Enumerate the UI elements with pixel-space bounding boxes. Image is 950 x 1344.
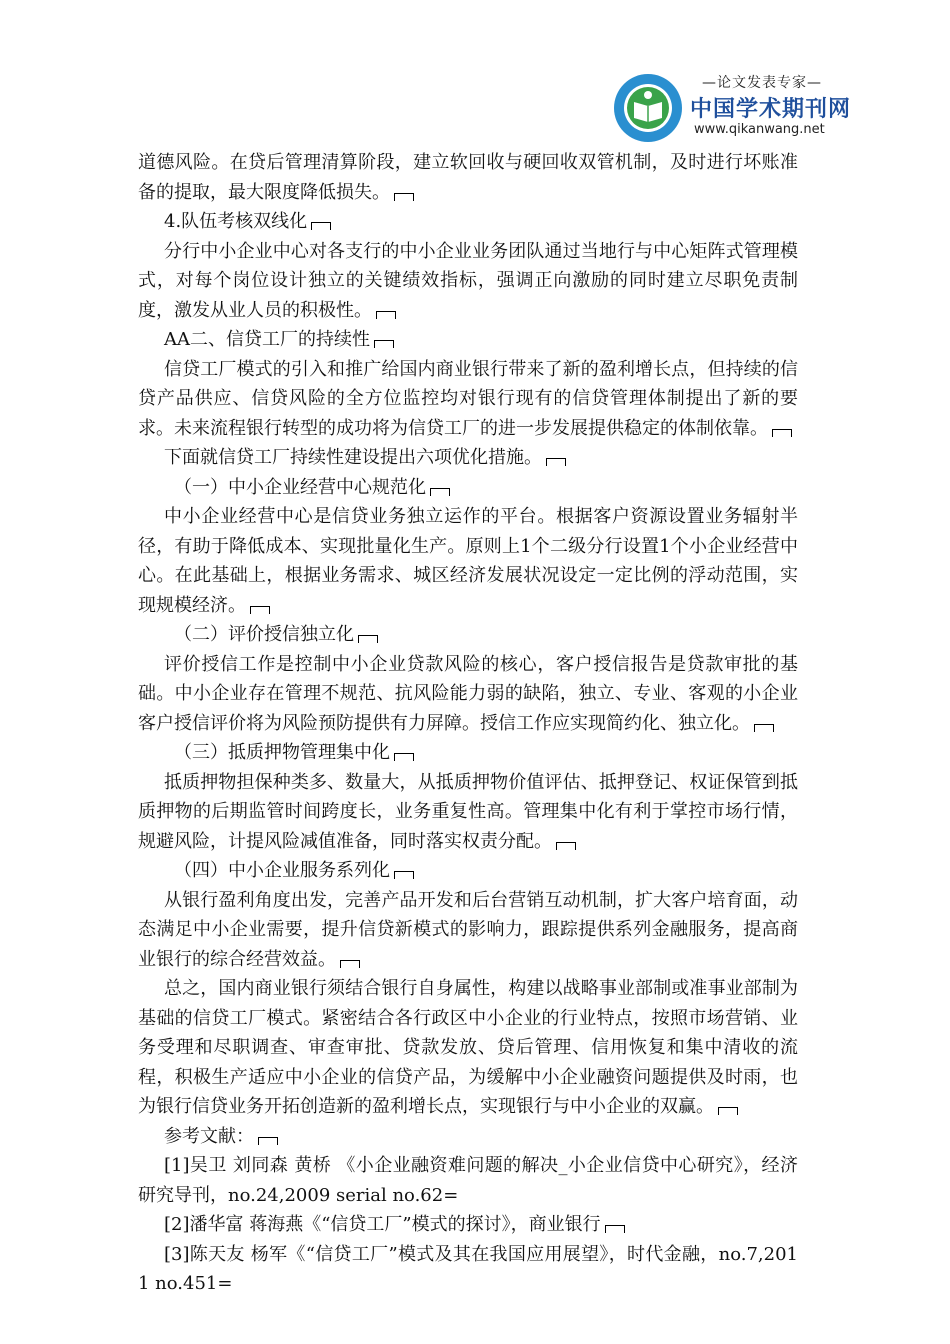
body-paragraph xyxy=(138,355,798,444)
reference-item xyxy=(138,1240,798,1299)
logo-url: www.qikanwang.net xyxy=(694,122,825,137)
paragraph-text: （二）评价授信独立化 xyxy=(174,624,354,645)
paragraph-mark-icon xyxy=(605,1225,625,1233)
paragraph-mark-icon xyxy=(374,340,394,348)
paragraph-text: （一）中小企业经营中心规范化 xyxy=(174,476,426,498)
paragraph-mark-icon xyxy=(258,1137,278,1145)
body-paragraph xyxy=(138,148,798,207)
paragraph-mark-icon xyxy=(546,458,566,466)
paragraph-text: 信贷工厂模式的引入和推广给国内商业银行带来了新的盈利增长点，但持续的信贷产品供应、信贷风险的全方位监控均对银行现有的信贷管理体制提出了新的要求。未来流程银行转型的成功将为信贷工厂的进一步发展提供稳定的体制依靠。 xyxy=(138,358,798,439)
section-heading xyxy=(138,473,798,503)
section-heading xyxy=(138,620,798,650)
paragraph-mark-icon xyxy=(556,842,576,850)
paragraph-text: 参考文献： xyxy=(164,1125,254,1147)
body-paragraph xyxy=(138,974,798,1122)
paragraph-text: 总之，国内商业银行须结合银行自身属性，构建以战略事业部制或准事业部制为基础的信贷工厂模式。紧密结合各行政区中小企业的行业特点，按照市场营销、业务受理和尽职调查、审查审批、贷款发放、贷后管理、信用恢复和集中清收的流程，积极生产适应中小企业的信贷产品，为缓解中小企业融资问题提供及时雨，也为银行信贷业务开拓创造新的盈利增长点，实现银行与中小企业的双赢。 xyxy=(138,978,798,1117)
paragraph-mark-icon xyxy=(311,222,331,230)
paragraph-text: 抵质押物担保种类多、数量大，从抵质押物价值评估、抵押登记、权证保管到抵质押物的后期监管时间跨度长，业务重复性高。管理集中化有利于掌控市场行情，规避风险，计提风险减值准备，同时落实权责分配。 xyxy=(138,771,798,852)
paragraph-mark-icon xyxy=(772,429,792,437)
site-logo xyxy=(612,70,852,150)
paragraph-text: AA二、信贷工厂的持续性 xyxy=(164,329,370,350)
paragraph-text: 中小企业经营中心是信贷业务独立运作的平台。根据客户资源设置业务辐射半径，有助于降低成本、实现批量化生产。原则上1个二级分行设置1个小企业经营中心。在此基础上，根据业务需求、城区经济发展状况设定一定比例的浮动范围，实现规模经济。 xyxy=(138,506,798,616)
body-paragraph xyxy=(138,886,798,975)
paragraph-text: 从银行盈利角度出发，完善产品开发和后台营销互动机制，扩大客户培育面，动态满足中小企业需要，提升信贷新模式的影响力，跟踪提供系列金融服务，提高商业银行的综合经营效益。 xyxy=(138,889,798,970)
paragraph-mark-icon xyxy=(340,960,360,968)
section-heading xyxy=(138,207,798,237)
paragraph-mark-icon xyxy=(394,753,414,761)
body-paragraph xyxy=(138,502,798,620)
reference-item xyxy=(138,1151,798,1210)
reference-item xyxy=(138,1210,798,1240)
section-heading xyxy=(138,856,798,886)
paragraph-text: 4.队伍考核双线化 xyxy=(164,211,308,232)
section-heading xyxy=(138,738,798,768)
paragraph-text: [1]吴卫 刘同森 黄桥 《小企业融资难问题的解决_小企业信贷中心研究》，经济研究导刊，no.24,2009 serial no.62= xyxy=(138,1155,798,1206)
paragraph-mark-icon xyxy=(358,635,378,643)
paragraph-mark-icon xyxy=(250,606,270,614)
paragraph-text: [2]潘华富 蒋海燕《“信贷工厂”模式的探讨》，商业银行 xyxy=(164,1214,601,1235)
seal-logo-icon xyxy=(612,72,684,144)
body-paragraph xyxy=(138,768,798,857)
body-paragraph xyxy=(138,237,798,326)
document-body xyxy=(138,148,798,1299)
paragraph-text: [3]陈天友 杨军《“信贷工厂”模式及其在我国应用展望》，时代金融，no.7,2011 no.451= xyxy=(138,1243,798,1294)
paragraph-mark-icon xyxy=(754,724,774,732)
paragraph-text: 下面就信贷工厂持续性建设提出六项优化措施。 xyxy=(164,447,542,468)
paragraph-mark-icon xyxy=(394,193,414,201)
paragraph-mark-icon xyxy=(430,488,450,496)
paragraph-mark-icon xyxy=(718,1107,738,1115)
logo-brand-name: 中国学术期刊网 xyxy=(690,97,852,122)
body-paragraph xyxy=(138,443,798,473)
paragraph-text: 道德风险。在贷后管理清算阶段，建立软回收与硬回收双管机制，及时进行坏账准备的提取，最大限度降低损失。 xyxy=(138,152,798,203)
paragraph-mark-icon xyxy=(376,311,396,319)
logo-tagline: —论文发表专家— xyxy=(702,75,822,91)
body-paragraph xyxy=(138,650,798,739)
paragraph-mark-icon xyxy=(394,871,414,879)
paragraph-text: 分行中小企业中心对各支行的中小企业业务团队通过当地行与中心矩阵式管理模式，对每个岗位设计独立的关键绩效指标，强调正向激励的同时建立尽职免责制度，激发从业人员的积极性。 xyxy=(138,240,798,321)
paragraph-text: （四）中小企业服务系列化 xyxy=(174,860,390,881)
section-heading xyxy=(138,1122,798,1152)
paragraph-text: （三）抵质押物管理集中化 xyxy=(174,742,390,763)
section-heading xyxy=(138,325,798,355)
paragraph-text: 评价授信工作是控制中小企业贷款风险的核心，客户授信报告是贷款审批的基础。中小企业存在管理不规范、抗风险能力弱的缺陷，独立、专业、客观的小企业客户授信评价将为风险预防提供有力屏障。授信工作应实现简约化、独立化。 xyxy=(138,653,798,734)
